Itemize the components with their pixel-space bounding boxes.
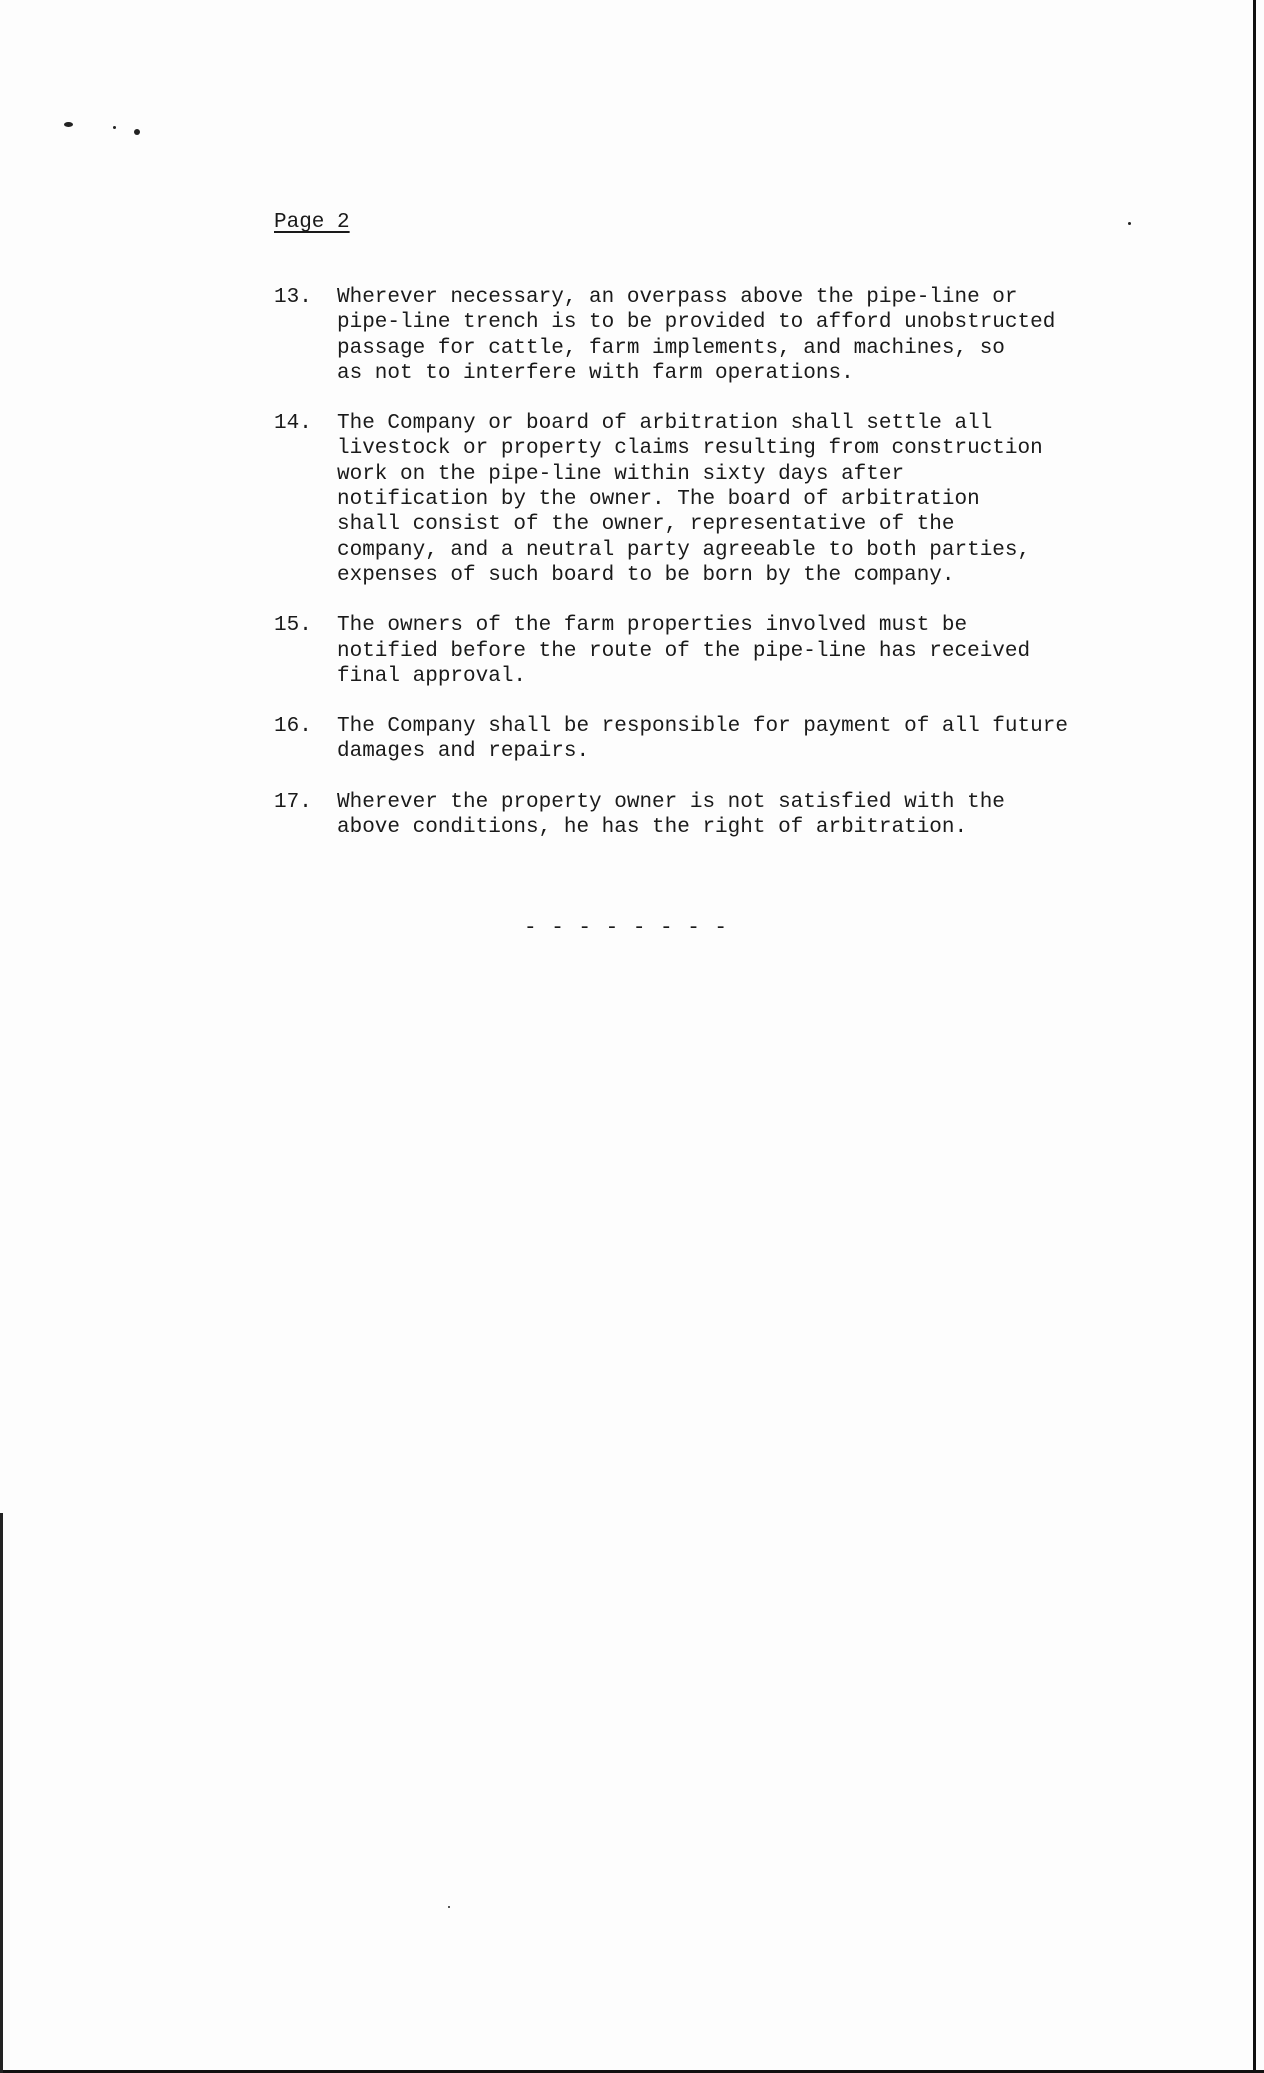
page-number-label: Page 2 <box>274 211 350 234</box>
item-number: 14. <box>274 412 312 436</box>
scan-speck <box>448 1906 450 1908</box>
numbered-conditions-list <box>274 285 1074 865</box>
list-item <box>274 285 1074 386</box>
end-of-document-rule: - - - - - - - - <box>524 917 729 940</box>
list-item <box>274 411 1074 588</box>
scan-edge-right <box>1253 0 1256 2073</box>
item-text: Wherever the property owner is not satisfied with the above conditions, he has the right of arbitration. <box>337 790 1005 840</box>
scan-speck <box>113 126 116 129</box>
item-text: The Company shall be responsible for payment of all future damages and repairs. <box>337 715 1068 764</box>
scan-speck <box>1128 222 1131 225</box>
item-text: Wherever necessary, an overpass above the pipe-line or pipe-line trench is to be provided to afford unobstructed passage for cattle, farm implements, and machines, so as not to interfere with farm operations. <box>337 286 1056 385</box>
item-text: The Company or board of arbitration shall settle all livestock or property claims resulting from construction work on the pipe-line within sixty days after notification by the owner. The board of arbitration shall consist of the owner, representative of the company, and a neutral party agreeable to both parties, expenses of such board to be born by the company. <box>337 412 1043 587</box>
item-number: 13. <box>274 286 312 309</box>
scan-edge-left <box>0 1513 3 2073</box>
item-text: The owners of the farm properties involved must be notified before the route of the pipe-line has received final approval. <box>337 614 1031 688</box>
list-item <box>274 613 1074 689</box>
item-number: 17. <box>274 790 312 814</box>
list-item <box>274 714 1074 765</box>
item-number: 15. <box>274 614 312 638</box>
list-item <box>274 790 1074 841</box>
item-number: 16. <box>274 715 312 739</box>
scan-speck <box>134 129 140 135</box>
scan-speck <box>64 122 73 127</box>
